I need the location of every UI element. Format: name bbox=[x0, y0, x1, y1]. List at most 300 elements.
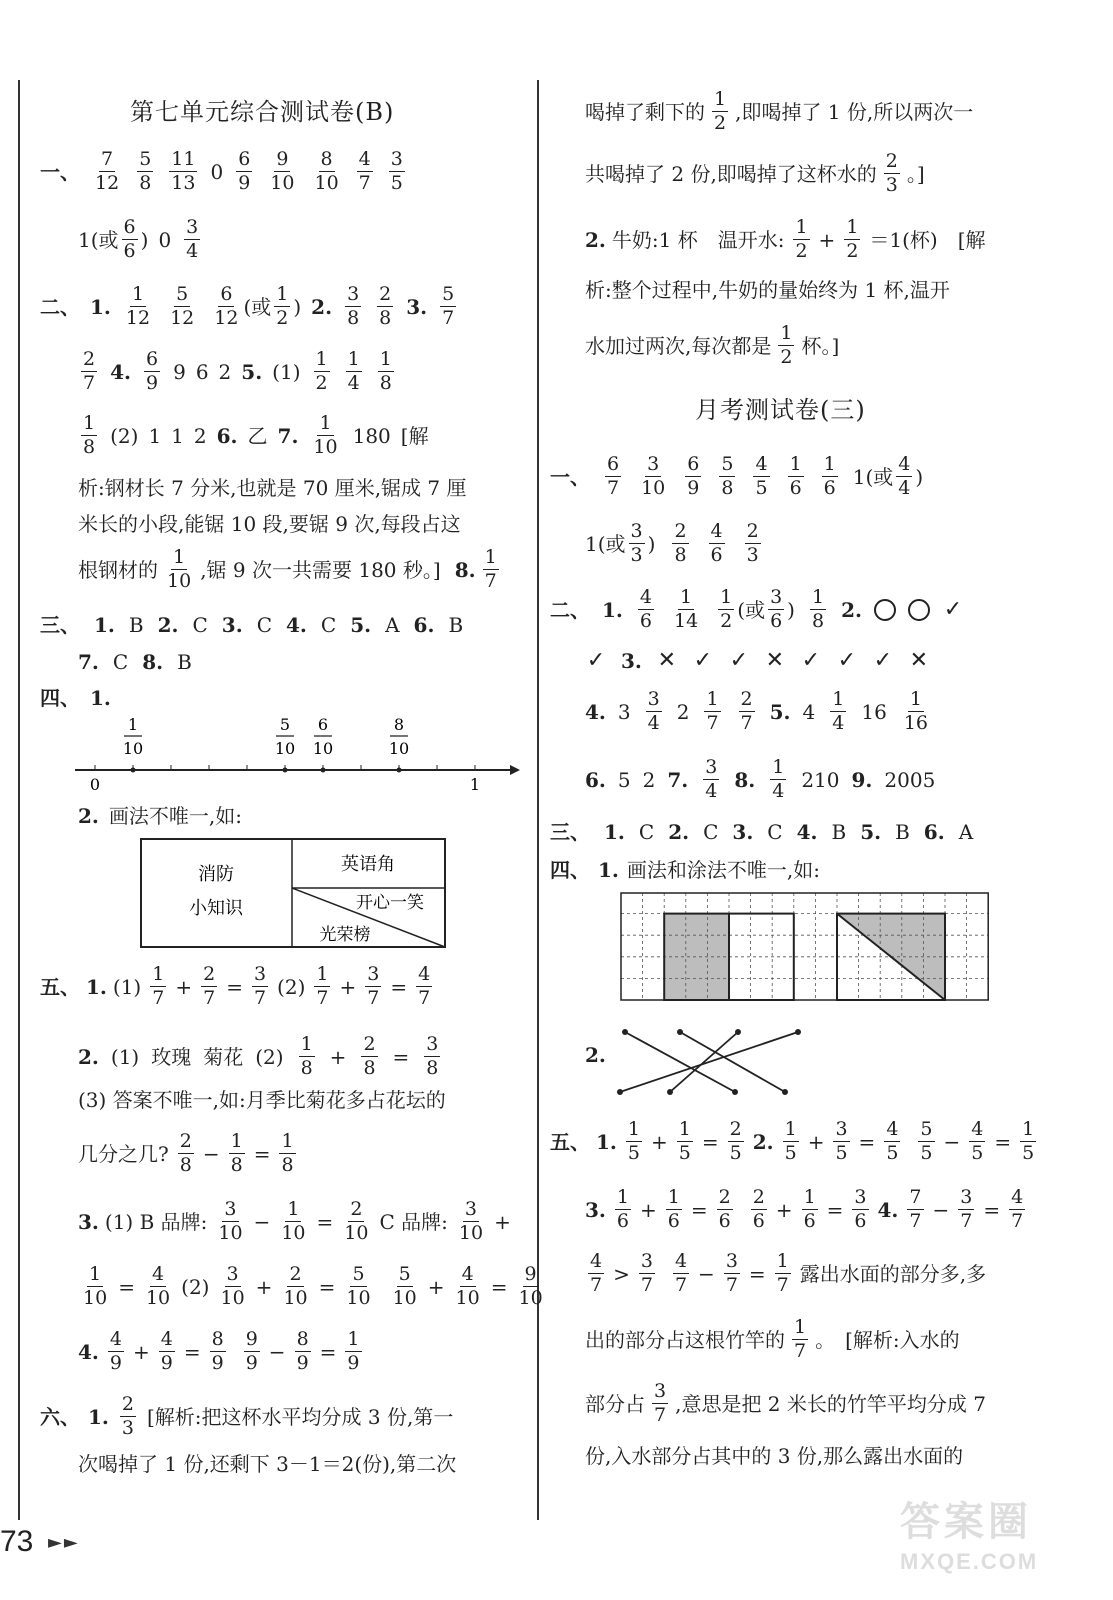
numerator: 1 bbox=[789, 453, 802, 475]
number-line bbox=[70, 710, 520, 800]
l-s4-row1 bbox=[40, 688, 111, 708]
denominator: 2 bbox=[315, 372, 328, 394]
denominator: 7 bbox=[794, 1340, 807, 1362]
qnum: 6. bbox=[923, 820, 945, 844]
denominator: 10 bbox=[83, 1287, 108, 1309]
text: 喝掉了剩下的 bbox=[585, 99, 705, 124]
numerator: 4 bbox=[639, 586, 652, 608]
fraction bbox=[719, 455, 735, 498]
numerator: 5 bbox=[176, 283, 189, 305]
text: 杯。] bbox=[801, 333, 840, 358]
tick-numerator: 6 bbox=[317, 715, 329, 734]
denominator: 4 bbox=[898, 477, 911, 499]
value: 2005 bbox=[884, 767, 936, 792]
tick-denominator: 10 bbox=[122, 739, 144, 758]
numerator: 6 bbox=[687, 453, 700, 475]
numerator: 2 bbox=[674, 520, 687, 542]
alt-answer bbox=[715, 588, 795, 631]
check-icon: ✓ bbox=[801, 648, 821, 673]
fraction bbox=[365, 965, 381, 1008]
check-icon: ✓ bbox=[586, 648, 606, 673]
operator: + bbox=[494, 1209, 511, 1234]
fraction bbox=[295, 1330, 311, 1373]
text: 次喝掉了 1 份,还剩下 3－1＝2(份),第二次 bbox=[78, 1452, 457, 1476]
qnum: 4. bbox=[877, 1197, 899, 1222]
fraction bbox=[454, 1265, 482, 1308]
denominator: 8 bbox=[347, 307, 360, 329]
text: 米长的小段,能锯 10 段,要锯 9 次,每段占这 bbox=[78, 512, 461, 536]
value: 2 bbox=[218, 359, 232, 384]
check-icon: ✓ bbox=[729, 648, 749, 673]
text: 画法和涂法不唯一,如: bbox=[626, 858, 820, 882]
l-s3-row2 bbox=[78, 652, 192, 672]
qnum: 2. bbox=[752, 1129, 774, 1154]
qnum: 3. bbox=[585, 1197, 606, 1222]
denominator: 8 bbox=[83, 436, 96, 458]
fraction bbox=[1020, 1120, 1036, 1163]
denominator: 7 bbox=[203, 987, 216, 1009]
fraction bbox=[673, 1252, 689, 1295]
denominator: 10 bbox=[455, 1287, 480, 1309]
fraction bbox=[252, 965, 268, 1008]
numerator: 2 bbox=[121, 1393, 134, 1415]
qnum: 1. bbox=[90, 294, 111, 319]
alt-answer bbox=[585, 522, 655, 565]
value: 6 bbox=[195, 359, 209, 384]
denominator: 14 bbox=[673, 610, 699, 632]
fraction bbox=[672, 588, 700, 631]
r-s5-row5 bbox=[585, 1382, 986, 1425]
numerator: 4 bbox=[710, 520, 723, 542]
l-s6-l2 bbox=[78, 1454, 456, 1474]
fraction bbox=[378, 350, 394, 393]
denominator: 10 bbox=[270, 172, 295, 194]
tick-label: 1 bbox=[469, 775, 481, 794]
text: C 品牌: bbox=[379, 1209, 448, 1234]
numerator: 1 bbox=[784, 1118, 797, 1140]
fraction bbox=[751, 1188, 767, 1231]
watermark-url: MXQE.COM bbox=[900, 1549, 1039, 1574]
fraction bbox=[884, 152, 900, 195]
l-s5-q2-l4 bbox=[78, 1132, 299, 1175]
fraction bbox=[218, 1265, 246, 1308]
numerator: 3 bbox=[705, 756, 718, 778]
numerator: 4 bbox=[358, 148, 371, 170]
fraction bbox=[753, 455, 769, 498]
value: 9 bbox=[173, 359, 186, 384]
numerator: 1 bbox=[780, 322, 793, 344]
r-q2 bbox=[585, 218, 986, 261]
numerator: 6 bbox=[238, 148, 251, 170]
denominator: 4 bbox=[705, 780, 718, 802]
l-s5-q1 bbox=[40, 965, 435, 1008]
tick-numerator: 5 bbox=[279, 715, 291, 734]
fraction bbox=[81, 350, 97, 393]
denominator: 10 bbox=[641, 477, 666, 499]
fraction bbox=[274, 285, 290, 328]
fraction bbox=[416, 965, 432, 1008]
numerator: 1 bbox=[846, 216, 859, 238]
qnum: 9. bbox=[851, 767, 873, 792]
operator: + bbox=[807, 1129, 825, 1154]
r-s1-row2 bbox=[585, 522, 764, 565]
l-s5-q3-l2 bbox=[78, 1265, 548, 1308]
r-s2-row3 bbox=[585, 690, 933, 733]
text: (1) bbox=[272, 359, 301, 384]
fraction bbox=[1009, 1188, 1025, 1231]
fraction bbox=[81, 414, 97, 457]
operator: − bbox=[932, 1197, 950, 1222]
fraction bbox=[391, 1265, 419, 1308]
denominator: 12 bbox=[95, 172, 120, 194]
text: 露出水面的部分多,多 bbox=[799, 1261, 987, 1286]
fraction bbox=[615, 1188, 631, 1231]
denominator: 7 bbox=[367, 987, 380, 1009]
denominator: 7 bbox=[253, 987, 267, 1009]
text: 牛奶:1 杯 温开水: bbox=[611, 227, 785, 252]
qnum: 2. bbox=[311, 294, 333, 319]
denominator: 10 bbox=[218, 1222, 243, 1244]
denominator: 5 bbox=[627, 1142, 640, 1164]
qnum: 1. bbox=[596, 1129, 617, 1154]
value: 1 bbox=[148, 423, 162, 448]
qnum: 7. bbox=[667, 767, 689, 792]
answer: A bbox=[385, 613, 400, 637]
numerator: 3 bbox=[186, 216, 199, 238]
numerator: 3 bbox=[226, 1263, 239, 1285]
denominator: 8 bbox=[379, 307, 392, 329]
text: [解 bbox=[400, 423, 429, 448]
fraction bbox=[212, 285, 240, 328]
numerator: 3 bbox=[770, 586, 783, 608]
denominator: 9 bbox=[160, 1352, 173, 1374]
text: 1(或 bbox=[78, 227, 119, 252]
fraction bbox=[169, 150, 197, 193]
text: 画法不唯一,如: bbox=[108, 804, 242, 828]
numerator: 4 bbox=[755, 453, 768, 475]
operator: > bbox=[613, 1261, 630, 1286]
section-label: 四、 bbox=[40, 686, 80, 710]
denominator: 8 bbox=[426, 1057, 439, 1079]
denominator: 7 bbox=[152, 987, 165, 1009]
fraction bbox=[709, 522, 725, 565]
numerator: 2 bbox=[289, 1263, 302, 1285]
operator: + bbox=[175, 974, 193, 999]
board-diagram bbox=[140, 838, 446, 948]
text: (3) 答案不唯一,如:月季比菊花多占花坛的 bbox=[78, 1088, 446, 1112]
qnum: 8. bbox=[142, 650, 164, 674]
answer: B bbox=[128, 613, 144, 637]
numerator: 6 bbox=[220, 283, 233, 305]
denominator: 9 bbox=[687, 477, 700, 499]
fraction bbox=[788, 455, 804, 498]
numerator: 3 bbox=[960, 1186, 973, 1208]
numerator: 5 bbox=[721, 453, 734, 475]
numerator: 8 bbox=[320, 148, 333, 170]
text: ＝1(杯) [解 bbox=[869, 227, 986, 252]
qnum: 2. bbox=[841, 597, 862, 622]
answer: A bbox=[958, 820, 974, 844]
operator: + bbox=[329, 1044, 347, 1069]
box-a2: 小知识 bbox=[189, 898, 243, 919]
tick-denominator: 10 bbox=[312, 739, 334, 758]
r-s4-row bbox=[550, 860, 820, 880]
numerator: 1 bbox=[909, 688, 922, 710]
value: 0 bbox=[158, 227, 172, 252]
section-label: 五、 bbox=[550, 1129, 590, 1154]
qnum: 2. bbox=[585, 1043, 606, 1067]
tick-denominator: 10 bbox=[388, 739, 410, 758]
denominator: 8 bbox=[674, 544, 687, 566]
cross-icon: ✕ bbox=[909, 648, 929, 673]
fraction bbox=[810, 588, 826, 631]
value: 3 bbox=[617, 699, 631, 724]
denominator: 6 bbox=[789, 477, 802, 499]
point bbox=[397, 768, 402, 773]
answer: C bbox=[256, 613, 272, 637]
fraction bbox=[718, 588, 734, 631]
numerator: 4 bbox=[418, 963, 431, 985]
section-label: 一、 bbox=[40, 159, 80, 184]
operator: = bbox=[983, 1197, 1001, 1222]
section-label: 六、 bbox=[40, 1404, 80, 1429]
answer: C bbox=[192, 613, 208, 637]
text: ,锯 9 次一共需要 180 秒。] bbox=[200, 557, 441, 582]
text: 析:整个过程中,牛奶的量始终为 1 杯,温开 bbox=[585, 278, 950, 302]
denominator: 6 bbox=[710, 544, 723, 566]
fraction bbox=[346, 350, 362, 393]
operator: = bbox=[118, 1274, 135, 1299]
qnum: 8. bbox=[734, 767, 756, 792]
numerator: 2 bbox=[83, 348, 96, 370]
l-s1-row1 bbox=[40, 150, 408, 193]
fraction bbox=[216, 1200, 244, 1243]
fraction bbox=[229, 1132, 245, 1175]
denominator: 4 bbox=[186, 240, 199, 262]
fraction bbox=[712, 90, 728, 133]
denominator: 6 bbox=[123, 240, 136, 262]
qnum: 1. bbox=[604, 820, 625, 844]
alt-answer bbox=[853, 455, 923, 498]
denominator: 6 bbox=[718, 1210, 731, 1232]
numerator: 1 bbox=[379, 348, 392, 370]
denominator: 6 bbox=[823, 477, 836, 499]
l-s5-q2-p3 bbox=[78, 1090, 446, 1110]
operator: = bbox=[701, 1129, 719, 1154]
fraction bbox=[184, 218, 200, 261]
l-s5-q3 bbox=[78, 1200, 511, 1243]
denominator: 4 bbox=[647, 712, 660, 734]
fraction bbox=[120, 1395, 136, 1438]
numerator: 1 bbox=[173, 546, 186, 568]
operator: − bbox=[943, 1129, 961, 1154]
value: 16 bbox=[861, 699, 887, 724]
fraction bbox=[516, 1265, 544, 1308]
denominator: 6 bbox=[639, 610, 652, 632]
r-s4-q2 bbox=[585, 1045, 606, 1065]
denominator: 13 bbox=[171, 172, 196, 194]
denominator: 5 bbox=[784, 1142, 797, 1164]
cross-icon: ✕ bbox=[765, 648, 785, 673]
fraction bbox=[778, 324, 794, 367]
numerator: 7 bbox=[101, 148, 114, 170]
l-s2-row5 bbox=[78, 514, 461, 534]
operator: = bbox=[490, 1274, 508, 1299]
l-s2-row3 bbox=[78, 414, 429, 457]
fraction bbox=[314, 965, 330, 1008]
fraction bbox=[629, 522, 645, 565]
r-s2-row4 bbox=[585, 758, 935, 801]
numerator: 1 bbox=[316, 963, 329, 985]
l-s1-row2 bbox=[78, 218, 203, 261]
fraction bbox=[724, 1252, 740, 1295]
text: 部分占 bbox=[585, 1391, 645, 1416]
fraction bbox=[279, 1132, 295, 1175]
fraction bbox=[717, 1188, 733, 1231]
r-row1 bbox=[585, 90, 973, 133]
qnum: 3. bbox=[732, 820, 754, 844]
answer: C bbox=[767, 820, 783, 844]
value: 0 bbox=[210, 159, 224, 184]
check-icon: ✓ bbox=[943, 596, 963, 622]
fraction bbox=[638, 588, 654, 631]
numerator: 1 bbox=[803, 1186, 816, 1208]
denominator: 5 bbox=[971, 1142, 984, 1164]
numerator: 1 bbox=[706, 688, 719, 710]
matching-lines bbox=[615, 1022, 815, 1102]
denominator: 6 bbox=[770, 610, 783, 632]
numerator: 1 bbox=[276, 283, 289, 305]
fraction bbox=[236, 150, 252, 193]
text: 1(或 bbox=[585, 531, 626, 556]
fraction bbox=[312, 150, 340, 193]
fraction bbox=[389, 150, 405, 193]
answer: B bbox=[177, 650, 192, 674]
answer: C bbox=[638, 820, 655, 844]
fraction bbox=[342, 1200, 370, 1243]
fraction bbox=[739, 690, 755, 733]
fraction bbox=[677, 1120, 693, 1163]
numerator: 2 bbox=[740, 688, 753, 710]
fraction bbox=[775, 1252, 791, 1295]
denominator: 2 bbox=[714, 112, 727, 134]
qnum: 5. bbox=[350, 613, 372, 637]
denominator: 5 bbox=[678, 1142, 691, 1164]
text: ,即喝掉了 1 份,所以两次一 bbox=[735, 99, 974, 124]
fraction bbox=[81, 1265, 109, 1308]
numerator: 1 bbox=[484, 546, 497, 568]
denominator: 9 bbox=[145, 372, 159, 394]
qnum: 2. bbox=[585, 227, 606, 252]
numerator: 3 bbox=[640, 1250, 653, 1272]
numerator: 9 bbox=[276, 148, 289, 170]
l-s2-row4 bbox=[78, 478, 467, 498]
fraction bbox=[646, 690, 662, 733]
numerator: 2 bbox=[379, 283, 392, 305]
fraction bbox=[728, 1120, 744, 1163]
operator: − bbox=[268, 1339, 286, 1364]
fraction bbox=[210, 1330, 226, 1373]
fraction bbox=[281, 1265, 309, 1308]
numerator: 4 bbox=[898, 453, 911, 475]
fraction bbox=[639, 1252, 655, 1295]
r-s5-row1 bbox=[550, 1120, 1039, 1163]
box-c: 开心一笑 bbox=[356, 893, 424, 913]
fraction bbox=[833, 1120, 849, 1163]
fraction bbox=[907, 1188, 923, 1231]
numerator: 4 bbox=[886, 1118, 899, 1140]
r-s3-row bbox=[550, 822, 973, 842]
text: ) bbox=[293, 294, 302, 319]
section-label: 四、 bbox=[550, 858, 590, 882]
fraction bbox=[361, 1035, 377, 1078]
fraction bbox=[357, 150, 373, 193]
denominator: 8 bbox=[179, 1154, 192, 1176]
tick-denominator: 10 bbox=[274, 739, 296, 758]
denominator: 5 bbox=[390, 172, 403, 194]
numerator: 2 bbox=[350, 1198, 363, 1220]
qnum: 2. bbox=[78, 804, 99, 828]
denominator: 7 bbox=[725, 1274, 738, 1296]
fraction bbox=[150, 965, 166, 1008]
operator: = bbox=[253, 1141, 271, 1166]
denominator: 7 bbox=[960, 1210, 973, 1232]
operator: = bbox=[318, 1274, 336, 1299]
left-margin-rule bbox=[18, 80, 20, 1520]
fraction bbox=[311, 414, 339, 457]
numerator: 1 bbox=[678, 1118, 691, 1140]
answer: B bbox=[831, 820, 847, 844]
numerator: 1 bbox=[89, 1263, 102, 1285]
qnum: 3. bbox=[406, 294, 428, 319]
fraction bbox=[802, 1188, 818, 1231]
text: ) bbox=[915, 464, 924, 489]
denominator: 5 bbox=[755, 477, 768, 499]
denominator: 12 bbox=[125, 307, 151, 329]
denominator: 8 bbox=[363, 1057, 376, 1079]
numerator: 4 bbox=[109, 1328, 122, 1350]
check-icon: ✓ bbox=[693, 648, 713, 673]
denominator: 7 bbox=[776, 1274, 789, 1296]
text: ) bbox=[140, 227, 149, 252]
operator: + bbox=[255, 1274, 273, 1299]
denominator: 5 bbox=[886, 1142, 899, 1164]
tick-numerator: 1 bbox=[127, 715, 139, 734]
qnum: 4. bbox=[796, 820, 818, 844]
numerator: 2 bbox=[729, 1118, 742, 1140]
numerator: 1 bbox=[281, 1130, 294, 1152]
fraction bbox=[457, 1200, 485, 1243]
numerator: 3 bbox=[630, 520, 643, 542]
numerator: 5 bbox=[920, 1118, 933, 1140]
denominator: 7 bbox=[909, 1210, 922, 1232]
operator: = bbox=[748, 1261, 766, 1286]
fraction bbox=[124, 285, 152, 328]
right-title: 月考测试卷(三) bbox=[695, 396, 866, 424]
denominator: 10 bbox=[458, 1222, 484, 1244]
fraction bbox=[666, 1188, 682, 1231]
fraction bbox=[685, 455, 701, 498]
fraction bbox=[483, 548, 499, 591]
numerator: 3 bbox=[390, 148, 403, 170]
operator: = bbox=[392, 1044, 410, 1069]
denominator: 9 bbox=[245, 1352, 258, 1374]
numerator: 1 bbox=[776, 1250, 789, 1272]
point bbox=[131, 768, 136, 773]
denominator: 12 bbox=[214, 307, 239, 329]
numerator: 1 bbox=[347, 348, 360, 370]
fraction bbox=[93, 150, 121, 193]
